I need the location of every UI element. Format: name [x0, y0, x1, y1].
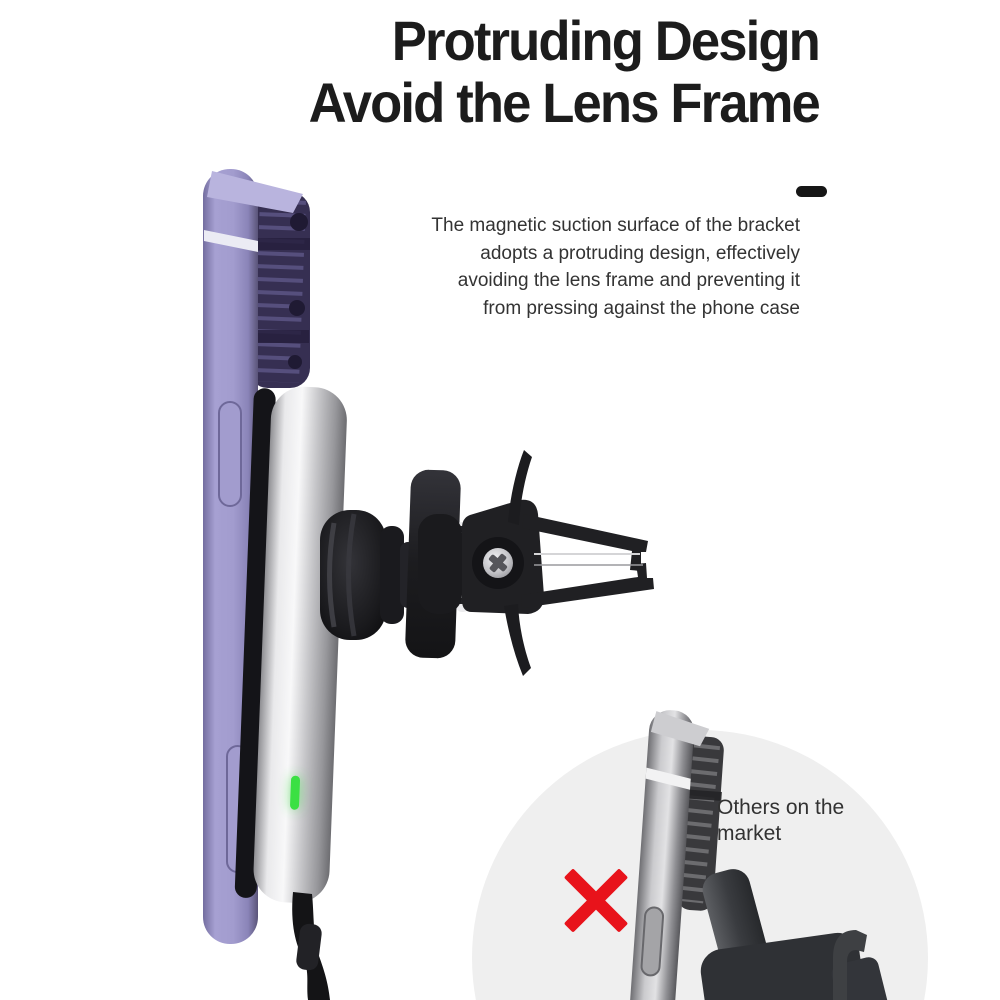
charging-cable: [292, 892, 330, 1000]
lens-glass-2: [289, 300, 305, 316]
inset-caption: [717, 795, 844, 847]
inset-caption-line-2: market: [717, 822, 782, 845]
description-line: avoiding the lens frame and preventing it: [457, 270, 800, 291]
title-line-2: Avoid the Lens Frame: [308, 71, 819, 134]
clip-clamp: [418, 514, 462, 614]
ball-joint-knob: [320, 510, 416, 640]
charger-puck: [234, 385, 348, 904]
description-line: adopts a protruding design, effectively: [480, 242, 800, 264]
description-line: The magnetic suction surface of the bracket: [431, 215, 800, 236]
lens-glass-3: [288, 355, 302, 369]
page-title: [309, 10, 819, 134]
lens-glass-1: [290, 213, 308, 231]
inset-comparison: [472, 709, 928, 1000]
led-indicator: [290, 776, 300, 810]
side-button-upper: [219, 402, 241, 506]
divider-dash: [796, 186, 827, 197]
product-description: [431, 212, 800, 322]
prong-lower-spike: [504, 604, 531, 676]
inset-side-button: [641, 907, 664, 976]
title-line-1: Protruding Design: [391, 9, 819, 72]
wrong-mark-icon: [566, 870, 626, 930]
description-line: from pressing against the phone case: [483, 297, 800, 319]
inset-caption-line-1: Others on the: [717, 796, 845, 819]
vent-clip: [405, 450, 654, 676]
